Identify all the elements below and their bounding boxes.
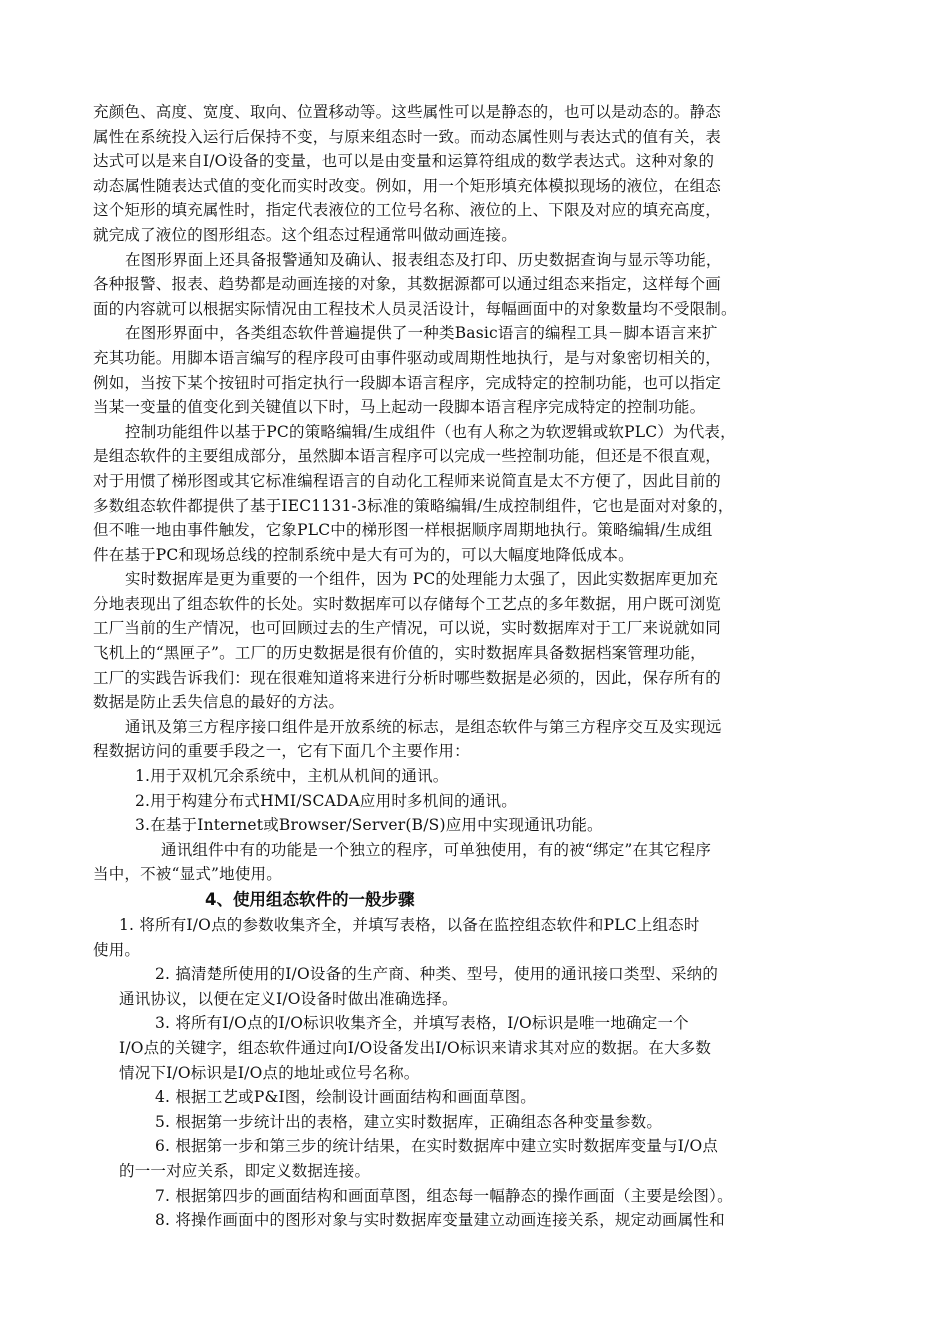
step-item: 3. 将所有I/O点的I/O标识收集齐全，并填写表格，I/O标识是唯一地确定一个 — [155, 1014, 689, 1033]
step-item: 6. 根据第一步和第三步的统计结果，在实时数据库中建立实时数据库变量与I/O点 — [155, 1137, 719, 1156]
section-heading: 4、使用组态软件的一般步骤 — [205, 890, 415, 909]
list-item: 2.用于构建分布式HMI/SCADA应用时多机间的通讯。 — [135, 791, 517, 810]
text-line: 飞机上的“黑匣子”。工厂的历史数据是很有价值的，实时数据库具备数据档案管理功能， — [93, 644, 706, 663]
text-line: 属性在系统投入运行后保持不变，与原来组态时一致。而动态属性则与表达式的值有关，表 — [93, 127, 722, 146]
text-line: 通讯及第三方程序接口组件是开放系统的标志，是组态软件与第三方程序交互及实现远 — [125, 717, 722, 736]
text-line: 工厂的实践告诉我们：现在很难知道将来进行分析时哪些数据是必须的，因此，保存所有的 — [93, 668, 722, 687]
step-item: 2. 搞清楚所使用的I/O设备的生产商、种类、型号，使用的通讯接口类型、采纳的 — [155, 965, 719, 984]
text-line: 的一一对应关系，即定义数据连接。 — [119, 1161, 371, 1180]
text-line: 使用。 — [93, 940, 141, 959]
text-line: 各种报警、报表、趋势都是动画连接的对象，其数据源都可以通过组态来指定，这样每个画 — [93, 275, 722, 294]
list-item: 1.用于双机冗余系统中，主机从机间的通讯。 — [135, 767, 449, 786]
text-line: 在图形界面中，各类组态软件普遍提供了一种类Basic语言的编程工具－脚本语言来扩 — [125, 324, 718, 343]
text-line: 这个矩形的填充属性时，指定代表液位的工位号名称、液位的上、下限及对应的填充高度， — [93, 201, 722, 220]
text-line: 对于用惯了梯形图或其它标准编程语言的自动化工程师来说简直是太不方便了，因此目前的 — [93, 471, 722, 490]
text-line: I/O点的关键字，组态软件通过向I/O设备发出I/O标识来请求其对应的数据。在大多数 — [119, 1038, 712, 1057]
step-item: 5. 根据第一步统计出的表格，建立实时数据库，正确组态各种变量参数。 — [155, 1112, 663, 1131]
text-line: 多数组态软件都提供了基于IEC1131-3标准的策略编辑/生成控制组件，它也是面对对象的， — [93, 496, 734, 515]
text-line: 数据是防止丢失信息的最好的方法。 — [93, 693, 345, 712]
text-line: 工厂当前的生产情况，也可回顾过去的生产情况，可以说，实时数据库对于工厂来说就如同 — [93, 619, 722, 638]
text-line: 是组态软件的主要组成部分，虽然脚本语言程序可以完成一些控制功能，但还是不很直观， — [93, 447, 722, 466]
text-line: 分地表现出了组态软件的长处。实时数据库可以存储每个工艺点的多年数据，用户既可浏览 — [93, 594, 722, 613]
text-line: 通讯协议，以便在定义I/O设备时做出准确选择。 — [119, 989, 458, 1008]
text-line: 例如，当按下某个按钮时可指定执行一段脚本语言程序，完成特定的控制功能，也可以指定 — [93, 373, 722, 392]
text-line: 程数据访问的重要手段之一，它有下面几个主要作用： — [93, 742, 470, 761]
text-line: 件在基于PC和现场总线的控制系统中是大有可为的，可以大幅度地降低成本。 — [93, 545, 634, 564]
text-line: 实时数据库是更为重要的一个组件，因为 PC的处理能力太强了，因此实数据库更加充 — [125, 570, 719, 589]
document-page — [93, 100, 861, 1233]
text-line: 但不唯一地由事件触发，它象PLC中的梯形图一样根据顺序周期地执行。策略编辑/生成组 — [93, 521, 713, 540]
step-item: 8. 将操作画面中的图形对象与实时数据库变量建立动画连接关系，规定动画属性和 — [155, 1211, 725, 1230]
text-line: 通讯组件中有的功能是一个独立的程序，可单独使用，有的被“绑定”在其它程序 — [161, 840, 712, 859]
step-item: 7. 根据第四步的画面结构和画面草图，组态每一幅静态的操作画面（主要是绘图）。 — [155, 1186, 733, 1205]
text-line: 情况下I/O标识是I/O点的地址或位号名称。 — [119, 1063, 420, 1082]
text-line: 达式可以是来自I/O设备的变量，也可以是由变量和运算符组成的数学表达式。这种对象的 — [93, 152, 715, 171]
text-line: 充其功能。用脚本语言编写的程序段可由事件驱动或周期性地执行，是与对象密切相关的， — [93, 348, 722, 367]
step-item: 4. 根据工艺或P&I图，绘制设计画面结构和画面草图。 — [155, 1088, 536, 1107]
text-line: 充颜色、高度、宽度、取向、位置移动等。这些属性可以是静态的，也可以是动态的。静态 — [93, 103, 722, 121]
step-item: 1. 将所有I/O点的参数收集齐全，并填写表格，以备在监控组态软件和PLC上组态时 — [119, 916, 700, 934]
text-line: 动态属性随表达式值的变化而实时改变。例如，用一个矩形填充体模拟现场的液位，在组态 — [93, 176, 722, 195]
text-line: 当中，不被“显式”地使用。 — [93, 865, 282, 884]
text-line: 在图形界面上还具备报警通知及确认、报表组态及打印、历史数据查询与显示等功能， — [125, 250, 722, 269]
text-line: 当某一变量的值变化到关键值以下时，马上起动一段脚本语言程序完成特定的控制功能。 — [93, 398, 706, 417]
text-line: 就完成了液位的图形组态。这个组态过程通常叫做动画连接。 — [93, 225, 517, 244]
text-line: 控制功能组件以基于PC的策略编辑/生成组件（也有人称之为软逻辑或软PLC）为代表， — [125, 422, 736, 441]
text-line: 面的内容就可以根据实际情况由工程技术人员灵活设计，每幅画面中的对象数量均不受限制。 — [93, 299, 737, 318]
list-item: 3.在基于Internet或Browser/Server(B/S)应用中实现通讯功能。 — [135, 816, 603, 835]
